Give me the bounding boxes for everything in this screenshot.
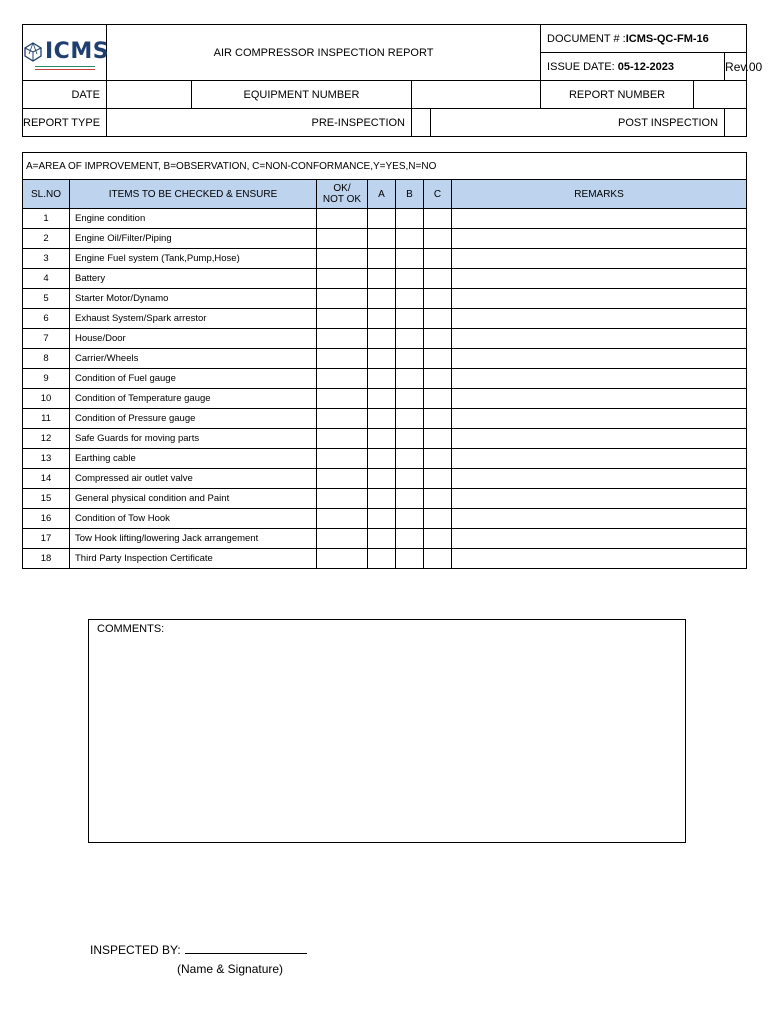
equipment-number-label: EQUIPMENT NUMBER bbox=[192, 81, 412, 109]
report-title: AIR COMPRESSOR INSPECTION REPORT bbox=[107, 25, 541, 81]
row-number: 8 bbox=[23, 349, 70, 369]
row-c-cell[interactable] bbox=[424, 289, 452, 309]
row-c-cell[interactable] bbox=[424, 329, 452, 349]
table-row bbox=[23, 429, 747, 449]
row-c-cell[interactable] bbox=[424, 229, 452, 249]
row-number: 18 bbox=[23, 549, 70, 569]
row-remarks-cell[interactable] bbox=[452, 469, 747, 489]
row-ok-cell[interactable] bbox=[317, 369, 368, 389]
row-number: 16 bbox=[23, 509, 70, 529]
row-ok-cell[interactable] bbox=[317, 529, 368, 549]
row-c-cell[interactable] bbox=[424, 389, 452, 409]
row-b-cell[interactable] bbox=[396, 549, 424, 569]
row-ok-cell[interactable] bbox=[317, 469, 368, 489]
table-row bbox=[23, 229, 747, 249]
row-item: Third Party Inspection Certificate bbox=[70, 549, 317, 569]
checklist-header-row bbox=[23, 180, 747, 209]
row-remarks-cell[interactable] bbox=[452, 329, 747, 349]
row-ok-cell[interactable] bbox=[317, 389, 368, 409]
row-item: Compressed air outlet valve bbox=[70, 469, 317, 489]
row-a-cell[interactable] bbox=[368, 369, 396, 389]
row-item: Engine Oil/Filter/Piping bbox=[70, 229, 317, 249]
row-item: Condition of Fuel gauge bbox=[70, 369, 317, 389]
comments-label: COMMENTS: bbox=[97, 623, 165, 635]
row-item: Safe Guards for moving parts bbox=[70, 429, 317, 449]
row-a-cell[interactable] bbox=[368, 269, 396, 289]
row-a-cell[interactable] bbox=[368, 389, 396, 409]
row-b-cell[interactable] bbox=[396, 289, 424, 309]
row-ok-cell[interactable] bbox=[317, 249, 368, 269]
date-field[interactable] bbox=[107, 81, 192, 109]
row-remarks-cell[interactable] bbox=[452, 549, 747, 569]
row-remarks-cell[interactable] bbox=[452, 489, 747, 509]
table-row bbox=[23, 309, 747, 329]
row-remarks-cell[interactable] bbox=[452, 209, 747, 229]
row-number: 17 bbox=[23, 529, 70, 549]
row-item: Exhaust System/Spark arrestor bbox=[70, 309, 317, 329]
row-remarks-cell[interactable] bbox=[452, 509, 747, 529]
pre-inspection-label: PRE-INSPECTION bbox=[107, 109, 412, 137]
row-a-cell[interactable] bbox=[368, 409, 396, 429]
table-row bbox=[23, 269, 747, 289]
row-c-cell[interactable] bbox=[424, 489, 452, 509]
row-b-cell[interactable] bbox=[396, 209, 424, 229]
table-row bbox=[23, 249, 747, 269]
row-remarks-cell[interactable] bbox=[452, 409, 747, 429]
row-b-cell[interactable] bbox=[396, 409, 424, 429]
row-b-cell[interactable] bbox=[396, 489, 424, 509]
row-remarks-cell[interactable] bbox=[452, 289, 747, 309]
row-c-cell[interactable] bbox=[424, 449, 452, 469]
logo bbox=[23, 25, 110, 81]
table-row bbox=[23, 509, 747, 529]
post-inspection-checkbox[interactable] bbox=[725, 109, 747, 137]
table-row bbox=[23, 469, 747, 489]
col-header-remarks: REMARKS bbox=[452, 180, 747, 209]
table-row bbox=[23, 289, 747, 309]
row-number: 7 bbox=[23, 329, 70, 349]
row-a-cell[interactable] bbox=[368, 249, 396, 269]
row-ok-cell[interactable] bbox=[317, 349, 368, 369]
row-number: 4 bbox=[23, 269, 70, 289]
row-number: 1 bbox=[23, 209, 70, 229]
row-ok-cell[interactable] bbox=[317, 489, 368, 509]
row-b-cell[interactable] bbox=[396, 449, 424, 469]
row-b-cell[interactable] bbox=[396, 229, 424, 249]
row-number: 6 bbox=[23, 309, 70, 329]
row-c-cell[interactable] bbox=[424, 369, 452, 389]
row-b-cell[interactable] bbox=[396, 349, 424, 369]
row-c-cell[interactable] bbox=[424, 309, 452, 329]
col-header-ok: OK/ NOT OK bbox=[317, 180, 368, 209]
row-c-cell[interactable] bbox=[424, 429, 452, 449]
legend-text: A=AREA OF IMPROVEMENT, B=OBSERVATION, C=NON-CONFORMANCE,Y=YES,N=NO bbox=[23, 153, 747, 180]
table-row bbox=[23, 389, 747, 409]
report-number-field[interactable] bbox=[694, 81, 747, 109]
row-remarks-cell[interactable] bbox=[452, 249, 747, 269]
row-c-cell[interactable] bbox=[424, 209, 452, 229]
row-number: 9 bbox=[23, 369, 70, 389]
row-number: 15 bbox=[23, 489, 70, 509]
row-a-cell[interactable] bbox=[368, 209, 396, 229]
row-number: 12 bbox=[23, 429, 70, 449]
row-ok-cell[interactable] bbox=[317, 549, 368, 569]
signature-line[interactable] bbox=[185, 943, 307, 954]
table-row bbox=[23, 449, 747, 469]
row-item: Condition of Temperature gauge bbox=[70, 389, 317, 409]
row-c-cell[interactable] bbox=[424, 529, 452, 549]
row-remarks-cell[interactable] bbox=[452, 309, 747, 329]
logo-text: ICMS bbox=[45, 39, 110, 65]
row-ok-cell[interactable] bbox=[317, 289, 368, 309]
report-number-label: REPORT NUMBER bbox=[541, 81, 694, 109]
row-item: House/Door bbox=[70, 329, 317, 349]
col-header-c: C bbox=[424, 180, 452, 209]
row-item: Battery bbox=[70, 269, 317, 289]
row-ok-cell[interactable] bbox=[317, 509, 368, 529]
row-remarks-cell[interactable] bbox=[452, 429, 747, 449]
row-b-cell[interactable] bbox=[396, 329, 424, 349]
col-header-b: B bbox=[396, 180, 424, 209]
row-number: 11 bbox=[23, 409, 70, 429]
row-ok-cell[interactable] bbox=[317, 309, 368, 329]
row-a-cell[interactable] bbox=[368, 429, 396, 449]
row-number: 3 bbox=[23, 249, 70, 269]
row-c-cell[interactable] bbox=[424, 409, 452, 429]
row-remarks-cell[interactable] bbox=[452, 449, 747, 469]
row-b-cell[interactable] bbox=[396, 309, 424, 329]
row-c-cell[interactable] bbox=[424, 249, 452, 269]
row-ok-cell[interactable] bbox=[317, 229, 368, 249]
row-number: 2 bbox=[23, 229, 70, 249]
row-a-cell[interactable] bbox=[368, 489, 396, 509]
table-row bbox=[23, 489, 747, 509]
row-ok-cell[interactable] bbox=[317, 429, 368, 449]
row-c-cell[interactable] bbox=[424, 469, 452, 489]
row-item: Condition of Pressure gauge bbox=[70, 409, 317, 429]
row-remarks-cell[interactable] bbox=[452, 369, 747, 389]
row-a-cell[interactable] bbox=[368, 529, 396, 549]
table-row bbox=[23, 329, 747, 349]
row-remarks-cell[interactable] bbox=[452, 349, 747, 369]
comments-box[interactable] bbox=[88, 619, 686, 843]
row-item: Carrier/Wheels bbox=[70, 349, 317, 369]
row-b-cell[interactable] bbox=[396, 269, 424, 289]
revision: Rev.00 bbox=[725, 53, 747, 81]
row-item: Condition of Tow Hook bbox=[70, 509, 317, 529]
signature-hint: (Name & Signature) bbox=[177, 962, 284, 976]
row-item: Earthing cable bbox=[70, 449, 317, 469]
checklist-table bbox=[22, 152, 747, 569]
row-a-cell[interactable] bbox=[368, 469, 396, 489]
row-remarks-cell[interactable] bbox=[452, 529, 747, 549]
row-b-cell[interactable] bbox=[396, 509, 424, 529]
col-header-slno: SL.NO bbox=[23, 180, 70, 209]
inspected-by bbox=[90, 943, 307, 957]
row-ok-cell[interactable] bbox=[317, 409, 368, 429]
report-type-label: REPORT TYPE bbox=[23, 109, 107, 137]
post-inspection-label: POST INSPECTION bbox=[431, 109, 725, 137]
row-remarks-cell[interactable] bbox=[452, 389, 747, 409]
row-a-cell[interactable] bbox=[368, 549, 396, 569]
row-c-cell[interactable] bbox=[424, 509, 452, 529]
document-number: DOCUMENT # :ICMS-QC-FM-16 bbox=[541, 25, 747, 53]
row-c-cell[interactable] bbox=[424, 349, 452, 369]
date-label: DATE bbox=[23, 81, 107, 109]
inspected-by-label: INSPECTED BY: bbox=[90, 943, 181, 957]
row-item: Starter Motor/Dynamo bbox=[70, 289, 317, 309]
row-number: 5 bbox=[23, 289, 70, 309]
row-a-cell[interactable] bbox=[368, 349, 396, 369]
table-row bbox=[23, 349, 747, 369]
row-b-cell[interactable] bbox=[396, 369, 424, 389]
row-c-cell[interactable] bbox=[424, 269, 452, 289]
row-ok-cell[interactable] bbox=[317, 269, 368, 289]
logo-underline bbox=[35, 66, 95, 70]
row-b-cell[interactable] bbox=[396, 529, 424, 549]
row-b-cell[interactable] bbox=[396, 469, 424, 489]
table-row bbox=[23, 209, 747, 229]
row-remarks-cell[interactable] bbox=[452, 229, 747, 249]
row-number: 10 bbox=[23, 389, 70, 409]
row-a-cell[interactable] bbox=[368, 289, 396, 309]
row-b-cell[interactable] bbox=[396, 429, 424, 449]
row-a-cell[interactable] bbox=[368, 329, 396, 349]
table-row bbox=[23, 529, 747, 549]
row-item: Engine condition bbox=[70, 209, 317, 229]
issue-date: ISSUE DATE: 05-12-2023 bbox=[541, 53, 725, 81]
row-a-cell[interactable] bbox=[368, 229, 396, 249]
row-a-cell[interactable] bbox=[368, 309, 396, 329]
row-ok-cell[interactable] bbox=[317, 209, 368, 229]
col-header-a: A bbox=[368, 180, 396, 209]
header-table bbox=[22, 24, 763, 137]
equipment-number-field[interactable] bbox=[412, 81, 541, 109]
row-b-cell[interactable] bbox=[396, 249, 424, 269]
row-ok-cell[interactable] bbox=[317, 449, 368, 469]
row-item: General physical condition and Paint bbox=[70, 489, 317, 509]
table-row bbox=[23, 549, 747, 569]
row-ok-cell[interactable] bbox=[317, 329, 368, 349]
pre-inspection-checkbox[interactable] bbox=[412, 109, 431, 137]
row-b-cell[interactable] bbox=[396, 389, 424, 409]
table-row bbox=[23, 369, 747, 389]
table-row bbox=[23, 409, 747, 429]
row-item: Tow Hook lifting/lowering Jack arrangement bbox=[70, 529, 317, 549]
row-item: Engine Fuel system (Tank,Pump,Hose) bbox=[70, 249, 317, 269]
row-remarks-cell[interactable] bbox=[452, 269, 747, 289]
row-a-cell[interactable] bbox=[368, 449, 396, 469]
row-c-cell[interactable] bbox=[424, 549, 452, 569]
col-header-items: ITEMS TO BE CHECKED & ENSURE bbox=[70, 180, 317, 209]
row-number: 14 bbox=[23, 469, 70, 489]
row-a-cell[interactable] bbox=[368, 509, 396, 529]
icosahedron-logo-icon bbox=[23, 42, 43, 62]
row-number: 13 bbox=[23, 449, 70, 469]
